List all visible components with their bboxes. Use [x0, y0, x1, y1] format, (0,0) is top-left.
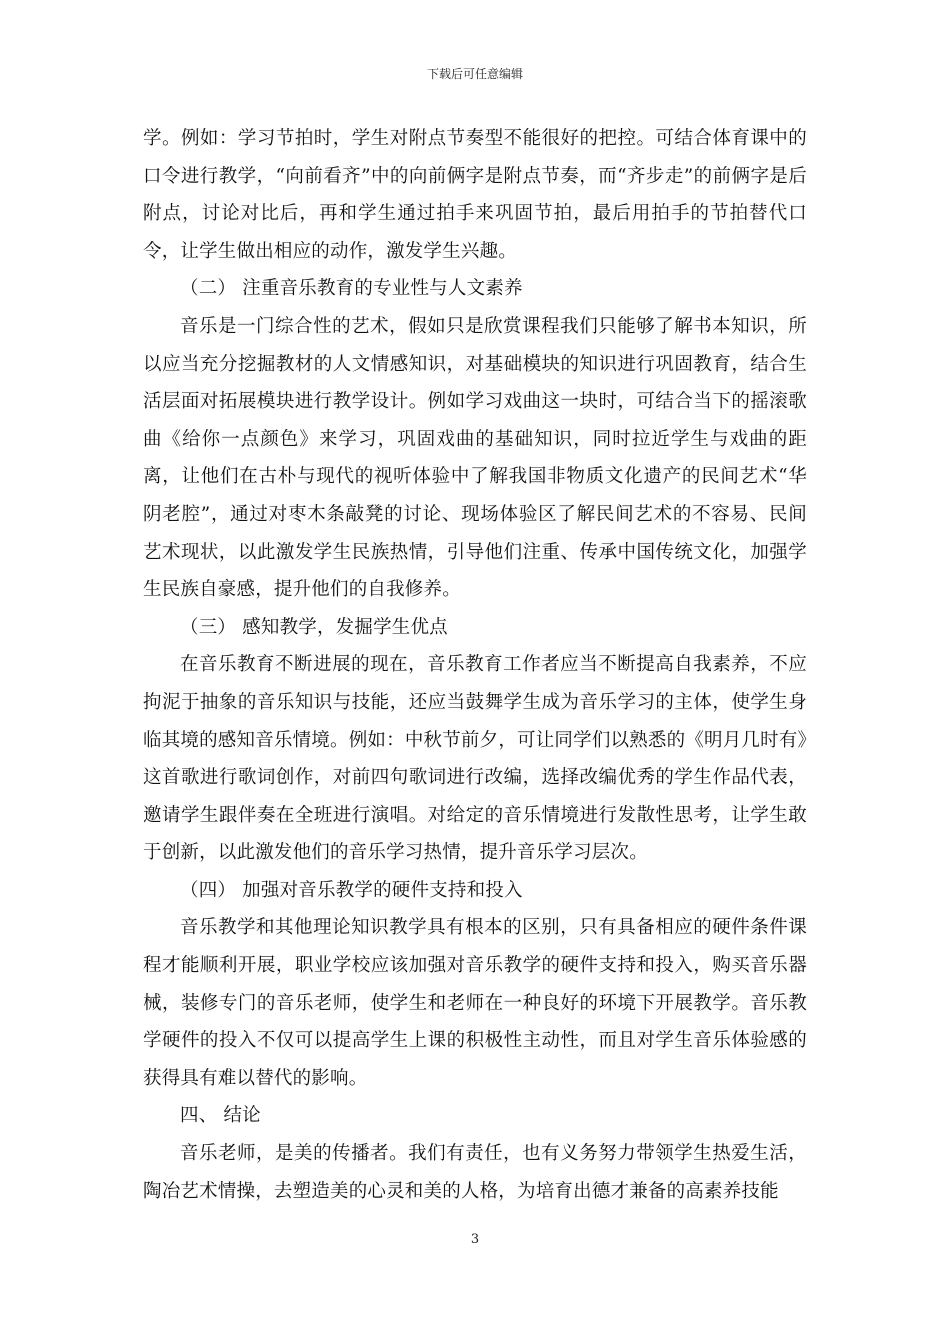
- paragraph-section-2: 音乐是一门综合性的艺术，假如只是欣赏课程我们只能够了解书本知识，所以应当充分挖掘教材的人文情感知识，对基础模块的知识进行巩固教育，结合生活层面对拓展模块进行教学设计。例如学习戏曲这一块时，可结合当下的摇滚歌曲《给你一点颜色》来学习，巩固戏曲的基础知识，同时拉近学生与戏曲的距离，让他们在古朴与现代的视听体验中了解我国非物质文化遗产的民间艺术“华阴老腔”，通过对枣木条敲凳的讨论、现场体验区了解民间艺术的不容易、民间艺术现状，以此激发学生民族热情，引导他们注重、传承中国传统文化，加强学生民族自豪感，提升他们的自我修养。: [143, 315, 807, 601]
- section-heading-4: （四） 加强对音乐教学的硬件支持和投入: [180, 879, 523, 901]
- page-number: 3: [470, 1232, 480, 1247]
- page-header: 下载后可任意编辑: [426, 67, 523, 81]
- paragraph-section-4: 音乐教学和其他理论知识教学具有根本的区别，只有具备相应的硬件条件课程才能顺利开展，职业学校应该加强对音乐教学的硬件支持和投入，购买音乐器械，装修专门的音乐老师，使学生和老师在一种良好的环境下开展教学。音乐教学硬件的投入不仅可以提高学生上课的积极性主动性，而且对学生音乐体验感的获得具有难以替代的影响。: [143, 917, 807, 1089]
- conclusion-heading: 四、 结论: [180, 1105, 261, 1127]
- section-heading-3: （三） 感知教学，发掘学生优点: [180, 616, 448, 638]
- paragraph-conclusion: 音乐老师，是美的传播者。我们有责任，也有义务努力带领学生热爱生活，陶冶艺术情操，去塑造美的心灵和美的人格，为培育出德才兼备的高素养技能: [143, 1143, 807, 1202]
- paragraph-section-3: 在音乐教育不断进展的现在，音乐教育工作者应当不断提高自我素养，不应拘泥于抽象的音乐知识与技能，还应当鼓舞学生成为音乐学习的主体，使学生身临其境的感知音乐情境。例如：中秋节前夕，可让同学们以熟悉的《明月几时有》这首歌进行歌词创作，对前四句歌词进行改编，选择改编优秀的学生作品代表，邀请学生跟伴奏在全班进行演唱。对给定的音乐情境进行发散性思考，让学生敢于创新，以此激发他们的音乐学习热情，提升音乐学习层次。: [143, 654, 807, 864]
- document-body: [143, 120, 807, 1210]
- section-heading-2: （二） 注重音乐教育的专业性与人文素养: [180, 278, 523, 300]
- paragraph-continuation: 学。例如：学习节拍时，学生对附点节奏型不能很好的把控。可结合体育课中的口令进行教学，“向前看齐”中的向前俩字是附点节奏，而“齐步走”的前俩字是后附点，讨论对比后，再和学生通过拍手来巩固节拍，最后用拍手的节拍替代口令，让学生做出相应的动作，激发学生兴趣。: [143, 128, 807, 262]
